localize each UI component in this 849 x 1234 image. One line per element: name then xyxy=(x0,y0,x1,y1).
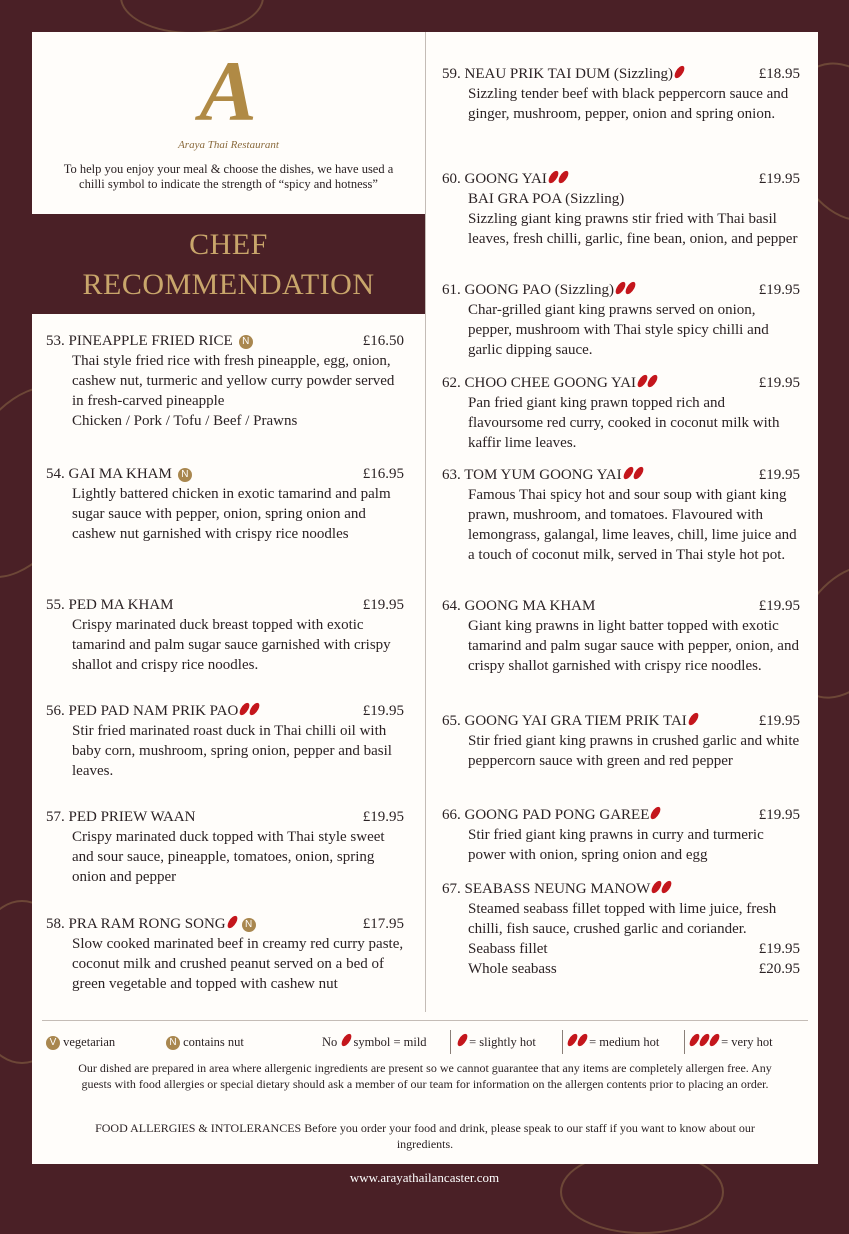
item-number: 53. xyxy=(46,333,65,349)
menu-item-header xyxy=(46,595,404,615)
item-price: £16.50 xyxy=(362,333,404,349)
item-description: Pan fried giant king prawn topped rich and flavoursome red curry, cooked in coconut milk with kaffir lime leaves. xyxy=(468,395,780,451)
item-number: 61. xyxy=(442,282,461,298)
menu-item-header xyxy=(442,280,800,300)
website-link[interactable]: www.arayathailancaster.com xyxy=(349,1170,500,1185)
item-description: Giant king prawns in light batter topped with exotic tamarind and palm sugar sauce with pepper, onion, and crispy shallot garnished with crispy rice noodles. xyxy=(468,618,799,674)
decorative-leaf xyxy=(120,0,264,34)
column-divider xyxy=(425,32,426,1012)
item-number: 55. xyxy=(46,597,65,613)
menu-item-header xyxy=(46,807,404,827)
section-title-line2: RECOMMENDATION xyxy=(82,268,375,301)
item-description: Crispy marinated duck topped with Thai style sweet and sour sauce, pineapple, tomatoes, onion, spring onion and pepper xyxy=(72,829,385,885)
allergen-notice: Our dished are prepared in area where allergenic ingredients are present so we cannot guarantee that any items are completely allergen free. Any guests with food allergies or special dietary should ask a member of our team for information on the allergen contents prior to placing an order. xyxy=(78,1061,772,1091)
section-title-line1: CHEF xyxy=(189,228,268,261)
item-number: 59. xyxy=(442,66,461,82)
menu-item xyxy=(442,64,800,124)
item-number: 66. xyxy=(442,807,461,823)
item-name: PED MA KHAM xyxy=(68,597,174,613)
item-price: £19.95 xyxy=(758,807,800,823)
legend-divider xyxy=(42,1020,808,1021)
menu-item-header xyxy=(46,331,404,351)
variant-price: £19.95 xyxy=(758,941,800,957)
legend-very-hot: = very hot xyxy=(721,1035,773,1049)
menu-item xyxy=(442,596,800,676)
item-price: £19.95 xyxy=(758,171,800,187)
item-number: 60. xyxy=(442,171,461,187)
item-name: GOONG YAI xyxy=(464,171,547,187)
menu-item xyxy=(442,465,800,565)
legend-contains-nut: contains nut xyxy=(183,1035,244,1049)
nut-icon: N xyxy=(239,335,253,349)
item-price: £19.95 xyxy=(758,598,800,614)
item-name: PED PAD NAM PRIK PAO xyxy=(68,703,239,719)
legend-no: No xyxy=(322,1035,338,1049)
variant-price: £20.95 xyxy=(758,961,800,977)
item-number: 57. xyxy=(46,809,65,825)
variant-label: Seabass fillet xyxy=(468,941,548,957)
menu-item-header xyxy=(442,169,800,189)
item-description: Slow cooked marinated beef in creamy red curry paste, coconut milk and crushed peanut served on a bed of green vegetable and topped with cashew nut xyxy=(72,936,404,992)
symbol-legend xyxy=(32,1030,818,1054)
menu-item xyxy=(442,169,800,249)
item-price: £18.95 xyxy=(758,66,800,82)
item-name: PINEAPPLE FRIED RICE xyxy=(68,333,233,349)
item-options: Chicken / Pork / Tofu / Beef / Prawns xyxy=(72,413,298,429)
item-number: 65. xyxy=(442,713,461,729)
item-number: 64. xyxy=(442,598,461,614)
item-description: Famous Thai spicy hot and sour soup with giant king prawn, mushroom, and tomatoes. Flavoured with lemongrass, galangal, lime leaves, chill, lime juice and a touch of coconut milk, served in Thai style hot pot. xyxy=(468,487,797,563)
menu-item-header xyxy=(442,805,800,825)
item-price: £19.95 xyxy=(758,467,800,483)
menu-item xyxy=(46,701,404,781)
menu-item-header xyxy=(46,914,404,934)
item-number: 58. xyxy=(46,916,65,932)
item-description: Lightly battered chicken in exotic tamarind and palm sugar sauce with pepper, onion, spring onion and cashew nut garnished with crispy rice noodles xyxy=(72,486,391,542)
item-name: PED PRIEW WAAN xyxy=(68,809,196,825)
restaurant-name: Araya Thai Restaurant xyxy=(178,139,279,151)
vegetarian-icon: V xyxy=(46,1036,60,1050)
item-name: PRA RAM RONG SONG xyxy=(68,916,226,932)
chilli-icon xyxy=(650,805,663,821)
menu-item xyxy=(46,331,404,431)
item-number: 63. xyxy=(442,467,461,483)
menu-item xyxy=(46,595,404,675)
menu-item xyxy=(442,373,800,453)
chilli-icon xyxy=(687,711,700,727)
menu-item-header xyxy=(442,465,800,485)
item-price: £19.95 xyxy=(758,282,800,298)
menu-item-header xyxy=(442,373,800,393)
item-name: GOONG PAO (Sizzling) xyxy=(464,282,614,298)
item-variant xyxy=(442,939,800,959)
chilli-icon xyxy=(614,280,627,296)
item-price: £19.95 xyxy=(362,597,404,613)
nut-icon: N xyxy=(166,1036,180,1050)
chilli-icon xyxy=(341,1032,354,1048)
item-name: GOONG PAD PONG GAREE xyxy=(464,807,650,823)
legend-separator xyxy=(450,1030,451,1054)
chilli-icon xyxy=(622,465,635,481)
item-price: £19.95 xyxy=(758,713,800,729)
item-variant xyxy=(442,959,800,979)
legend-slightly-hot: = slightly hot xyxy=(469,1035,536,1049)
menu-item xyxy=(442,805,800,865)
menu-item-header xyxy=(46,464,404,484)
chilli-icon xyxy=(624,280,637,296)
item-description: Steamed seabass fillet topped with lime juice, fresh chilli, fish sauce, crushed garlic and coriander. xyxy=(468,901,777,937)
item-number: 54. xyxy=(46,466,65,482)
item-price: £19.95 xyxy=(362,703,404,719)
item-name: SEABASS NEUNG MANOW xyxy=(464,881,651,897)
food-allergies-notice: FOOD ALLERGIES & INTOLERANCES Before you order your food and drink, please speak to our staff if you want to know about our ingredients. xyxy=(95,1121,755,1151)
chilli-icon xyxy=(708,1032,721,1048)
chilli-icon xyxy=(547,169,560,185)
item-description: Thai style fried rice with fresh pineapple, egg, onion, cashew nut, turmeric and yellow curry powder served in fresh-carved pineapple xyxy=(72,353,395,409)
menu-item-header xyxy=(442,64,800,84)
item-name-line2: BAI GRA POA (Sizzling) xyxy=(468,191,625,207)
chilli-icon xyxy=(646,373,659,389)
item-description: Sizzling giant king prawns stir fried with Thai basil leaves, fresh chilli, garlic, fine bean, onion, and pepper xyxy=(468,211,798,247)
menu-page xyxy=(32,32,818,1164)
item-number: 67. xyxy=(442,881,461,897)
item-description: Stir fried giant king prawns in curry and turmeric power with onion, spring onion and egg xyxy=(468,827,764,863)
item-name: NEAU PRIK TAI DUM (Sizzling) xyxy=(464,66,674,82)
chilli-icon xyxy=(660,879,673,895)
item-description: Stir fried marinated roast duck in Thai chilli oil with baby corn, mushroom, spring onion, pepper and basil leaves. xyxy=(72,723,392,779)
menu-item-header xyxy=(442,879,800,899)
item-description: Crispy marinated duck breast topped with exotic tamarind and palm sugar sauce garnished with crispy shallot and crispy rice noodles. xyxy=(72,617,391,673)
menu-item-header xyxy=(46,701,404,721)
item-name: TOM YUM GOONG YAI xyxy=(464,467,622,483)
item-price: £19.95 xyxy=(758,375,800,391)
chilli-icon xyxy=(576,1032,589,1048)
item-description: Char-grilled giant king prawns served on onion, pepper, mushroom with Thai style spicy chilli and garlic dipping sauce. xyxy=(468,302,769,358)
chilli-icon xyxy=(557,169,570,185)
legend-medium-hot: = medium hot xyxy=(589,1035,660,1049)
item-name: GAI MA KHAM xyxy=(68,466,172,482)
item-number: 56. xyxy=(46,703,65,719)
legend-mild: symbol = mild xyxy=(353,1035,427,1049)
legend-separator xyxy=(684,1030,685,1054)
chilli-intro-text: To help you enjoy your meal & choose the dishes, we have used a chilli symbol to indicate the strength of “spicy and hotness” xyxy=(63,162,394,191)
chilli-icon xyxy=(248,701,261,717)
menu-item xyxy=(442,280,800,360)
nut-icon: N xyxy=(242,918,256,932)
menu-item xyxy=(46,807,404,887)
item-price: £16.95 xyxy=(362,466,404,482)
legend-vegetarian: vegetarian xyxy=(63,1035,116,1049)
item-name: GOONG MA KHAM xyxy=(464,598,596,614)
menu-item xyxy=(442,879,800,979)
menu-item xyxy=(442,711,800,771)
logo-letter: A xyxy=(199,43,257,139)
item-price: £17.95 xyxy=(362,916,404,932)
chilli-icon xyxy=(673,64,686,80)
menu-item-header xyxy=(442,711,800,731)
legend-separator xyxy=(562,1030,563,1054)
variant-label: Whole seabass xyxy=(468,961,557,977)
chilli-icon xyxy=(226,914,239,930)
item-number: 62. xyxy=(442,375,461,391)
menu-item-header xyxy=(442,596,800,616)
chilli-icon xyxy=(456,1032,469,1048)
item-price: £19.95 xyxy=(362,809,404,825)
menu-item xyxy=(46,914,404,994)
item-name: GOONG YAI GRA TIEM PRIK TAI xyxy=(464,713,687,729)
item-description: Stir fried giant king prawns in crushed garlic and white peppercorn sauce with green and red pepper xyxy=(468,733,800,769)
item-description: Sizzling tender beef with black peppercorn sauce and ginger, mushroom, pepper, onion and spring onion. xyxy=(468,86,789,122)
menu-item xyxy=(46,464,404,544)
item-name: CHOO CHEE GOONG YAI xyxy=(464,375,637,391)
nut-icon: N xyxy=(178,468,192,482)
